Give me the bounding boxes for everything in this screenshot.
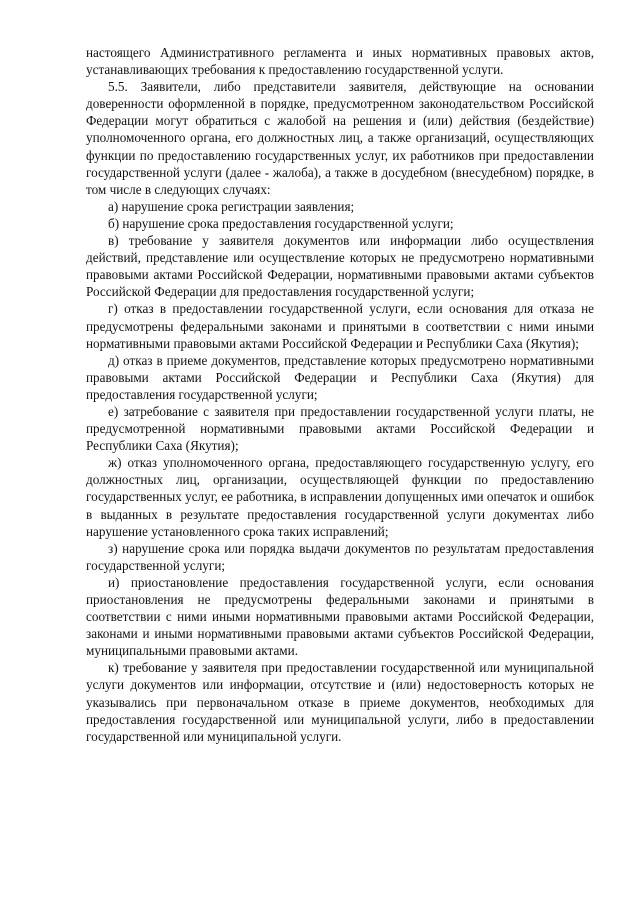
list-item-k: к) требование у заявителя при предоставлении государственной или муниципальной услуги документов или информации, отсутствие и (или) недостоверность которых не указывались при первоначальном отказе в приеме документов, необходимых для предоставления государственной или муниципальной услуги, либо в предоставлении государственной или муниципальной услуги. <box>86 660 594 744</box>
list-item-e: е) затребование с заявителя при предоставлении государственной услуги платы, не предусмотренной нормативными правовыми актами Российской Федерации и Республики Саха (Якутия); <box>86 403 594 454</box>
list-item-z: з) нарушение срока или порядка выдачи документов по результатам предоставления государственной услуги; <box>86 540 594 573</box>
paragraph-continuation: настоящего Административного регламента и иных нормативных правовых актов, устанавливающих требования к предоставлению государственной услуги. <box>86 45 594 78</box>
list-item-d: д) отказ в приеме документов, представление которых предусмотрено нормативными правовыми актами Российской Федерации и Республики Саха (Якутия) для предоставления государственной услуги; <box>86 352 594 402</box>
list-item-zh: ж) отказ уполномоченного органа, предоставляющего государственную услугу, его должностных лиц, организации, осуществляющей функции по предоставлению государственных услуг, ее работника, в исправлении допущенных ими опечаток и ошибок в выданных в результате предоставления государственной услуги документах либо нарушение установленного срока таких исправлений; <box>86 455 594 539</box>
list-item-v: в) требование у заявителя документов или информации либо осуществления действий, представление или осуществление которых не предусмотрено нормативными правовыми актами Российской Федерации, нормативными правовыми актами субъектов Российской Федерации для предоставления государственной услуги; <box>86 233 594 300</box>
list-item-g: г) отказ в предоставлении государственной услуги, если основания для отказа не предусмотрены федеральными законами и принятыми в соответствии с ними иными нормативными правовыми актами Российской Федерации и Республики Саха (Якутия); <box>86 301 594 351</box>
list-item-i: и) приостановление предоставления государственной услуги, если основания приостановления не предусмотрены федеральными законами и принятыми в соответствии с ними иными нормативными правовыми актами Российской Федерации, законами и иными нормативными правовыми актами субъектов Российской Федерации, муниципальными правовыми актами. <box>86 574 594 659</box>
list-item-a: а) нарушение срока регистрации заявления; <box>108 198 355 214</box>
paragraph-5-5: 5.5. Заявители, либо представители заявителя, действующие на основании доверенности оформленной в порядке, предусмотренном законодательством Российской Федерации могут обратиться с жалобой на решения и (или) действия (бездействие) уполномоченного органа, его должностных лиц, а также организаций, осуществляющих функции по предоставлению государственных услуг, их работников при предоставлении государственной услуги (далее - жалоба), а также в досудебном (внесудебном) порядке, в том числе в следующих случаях: <box>86 79 594 197</box>
list-item-b: б) нарушение срока предоставления государственной услуги; <box>108 215 454 231</box>
document-page <box>86 44 594 745</box>
